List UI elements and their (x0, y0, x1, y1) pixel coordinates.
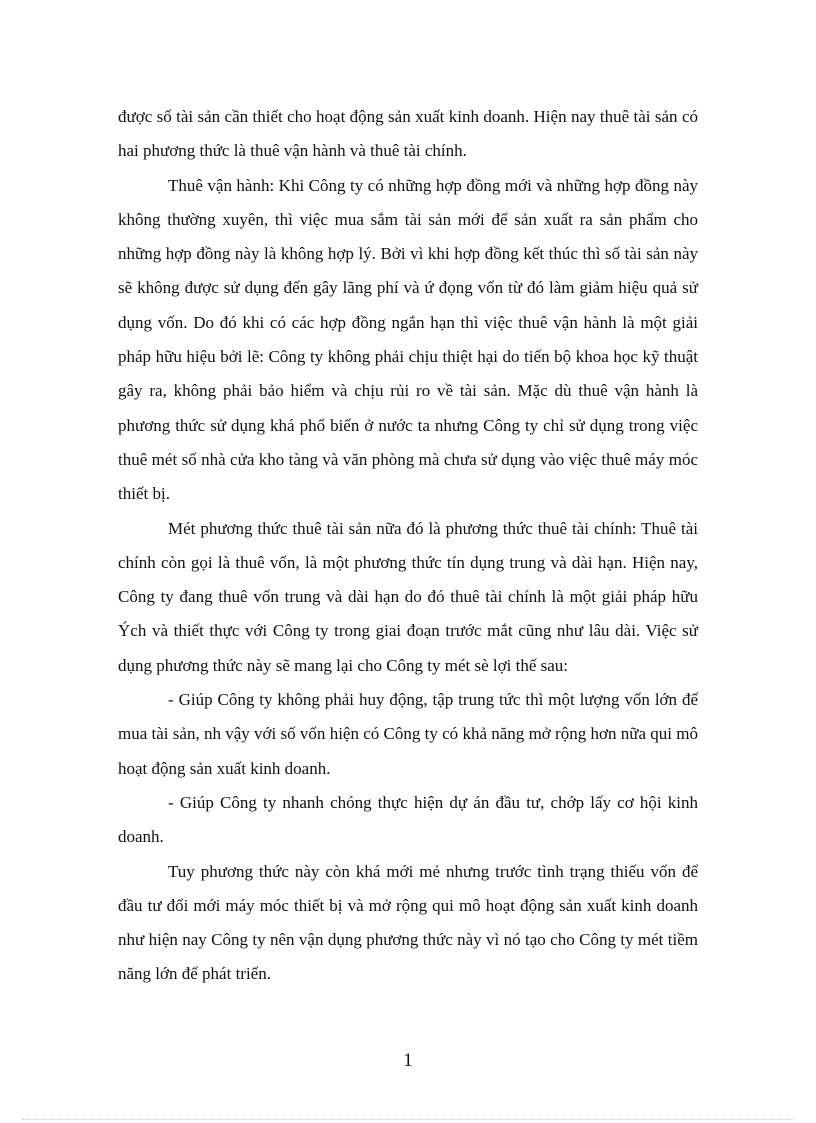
page-number: 1 (403, 1050, 413, 1071)
paragraph-continuation: được số tài sản cần thiết cho hoạt động sản xuất kinh doanh. Hiện nay thuê tài sản có hai phương thức là thuê vận hành và thuê tài chính. (118, 107, 698, 161)
paragraph-finance-lease: Mét phương thức thuê tài sản nữa đó là phương thức thuê tài chính: Thuê tài chính còn gọi là thuê vốn, là một phương thức tín dụng trung và dài hạn. Hiện nay, Công ty đang thuê vốn trung và dài hạn do đó thuê tài chính là một giải pháp hữu Ých và thiết thực với Công ty trong giai đoạn trước mắt cũng như lâu dài. Việc sử dụng phương thức này sẽ mang lại cho Công ty mét sè lợi thế sau: (118, 518, 698, 675)
paragraph-operating-lease: Thuê vận hành: Khi Công ty có những hợp đồng mới và những hợp đồng này không thường xuyên, thì việc mua sắm tài sản mới để sản xuất ra sản phẩm cho những hợp đồng này là không hợp lý. Bởi vì khi hợp đồng kết thúc thì số tài sản này sẽ không được sử dụng đến gây lãng phí và ứ đọng vốn từ đó làm giảm hiệu quả sử dụng vốn. Do đó khi có các hợp đồng ngắn hạn thì việc thuê vận hành là một giải pháp hữu hiệu bởi lẽ: Công ty không phải chịu thiệt hại do tiến bộ khoa học kỹ thuật gây ra, không phải bảo hiểm và chịu rủi ro về tài sản. Mặc dù thuê vận hành là phương thức sử dụng khá phổ biến ở nước ta nhưng Công ty chỉ sử dụng trong việc thuê mét số nhà cửa kho tàng và văn phòng mà chưa sử dụng vào việc thuê máy móc thiết bị. (118, 175, 698, 504)
paragraph-conclusion: Tuy phương thức này còn khá mới mẻ nhưng trước tình trạng thiếu vốn để đầu tư đổi mới máy móc thiết bị và mở rộng qui mô hoạt động sản xuất kinh doanh như hiện nay Công ty nên vận dụng phương thức này vì nó tạo cho Công ty mét tiềm năng lớn để phát triển. (118, 861, 698, 984)
bullet-item-capital: - Giúp Công ty không phải huy động, tập trung tức thì một lượng vốn lớn để mua tài sản, nh vậy với số vốn hiện có Công ty có khả năng mở rộng hơn nữa qui mô hoạt động sản xuất kinh doanh. (118, 690, 698, 778)
body-text (118, 100, 698, 992)
bullet-item-opportunity: - Giúp Công ty nhanh chóng thực hiện dự án đầu tư, chớp lấy cơ hội kinh doanh. (118, 792, 698, 847)
page-bottom-divider (22, 1119, 794, 1120)
